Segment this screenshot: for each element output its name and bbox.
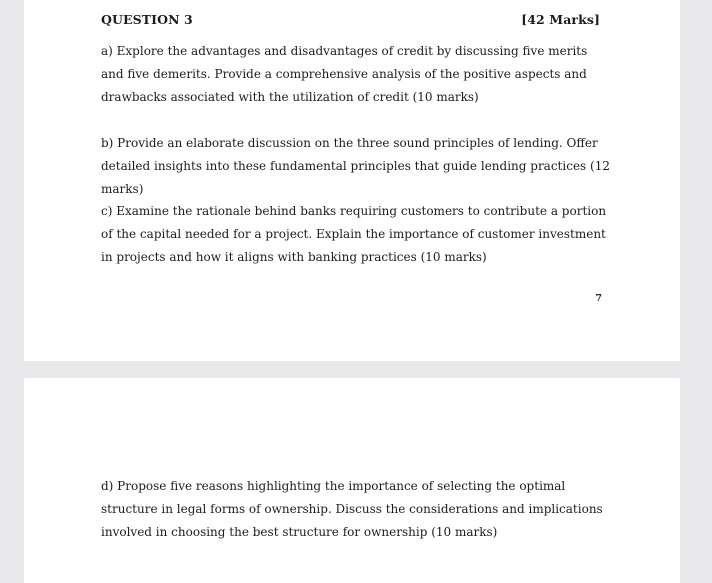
page-number: 7 (595, 293, 602, 304)
question-marks: [42 Marks] (521, 12, 600, 27)
document-page-2 (24, 378, 680, 583)
document-page-1 (24, 0, 680, 361)
question-part-c: c) Examine the rationale behind banks requiring customers to contribute a portion of the capital needed for a project. Explain the importance of customer investment in projects and how it aligns with banking practices (10 marks) (101, 204, 607, 264)
question-title: QUESTION 3 (101, 12, 193, 27)
question-part-a: a) Explore the advantages and disadvantages of credit by discussing five merits and five demerits. Provide a comprehensive analysis of the positive aspects and drawbacks associated with the utilization of credit (10 marks) (101, 44, 588, 104)
question-part-b: b) Provide an elaborate discussion on the three sound principles of lending. Offer detailed insights into these fundamental principles that guide lending practices (12 marks) (101, 136, 610, 196)
question-part-d: d) Propose five reasons highlighting the importance of selecting the optimal structure in legal forms of ownership. Discuss the considerations and implications involved in choosing the best structure for ownership (10 marks) (101, 479, 603, 539)
